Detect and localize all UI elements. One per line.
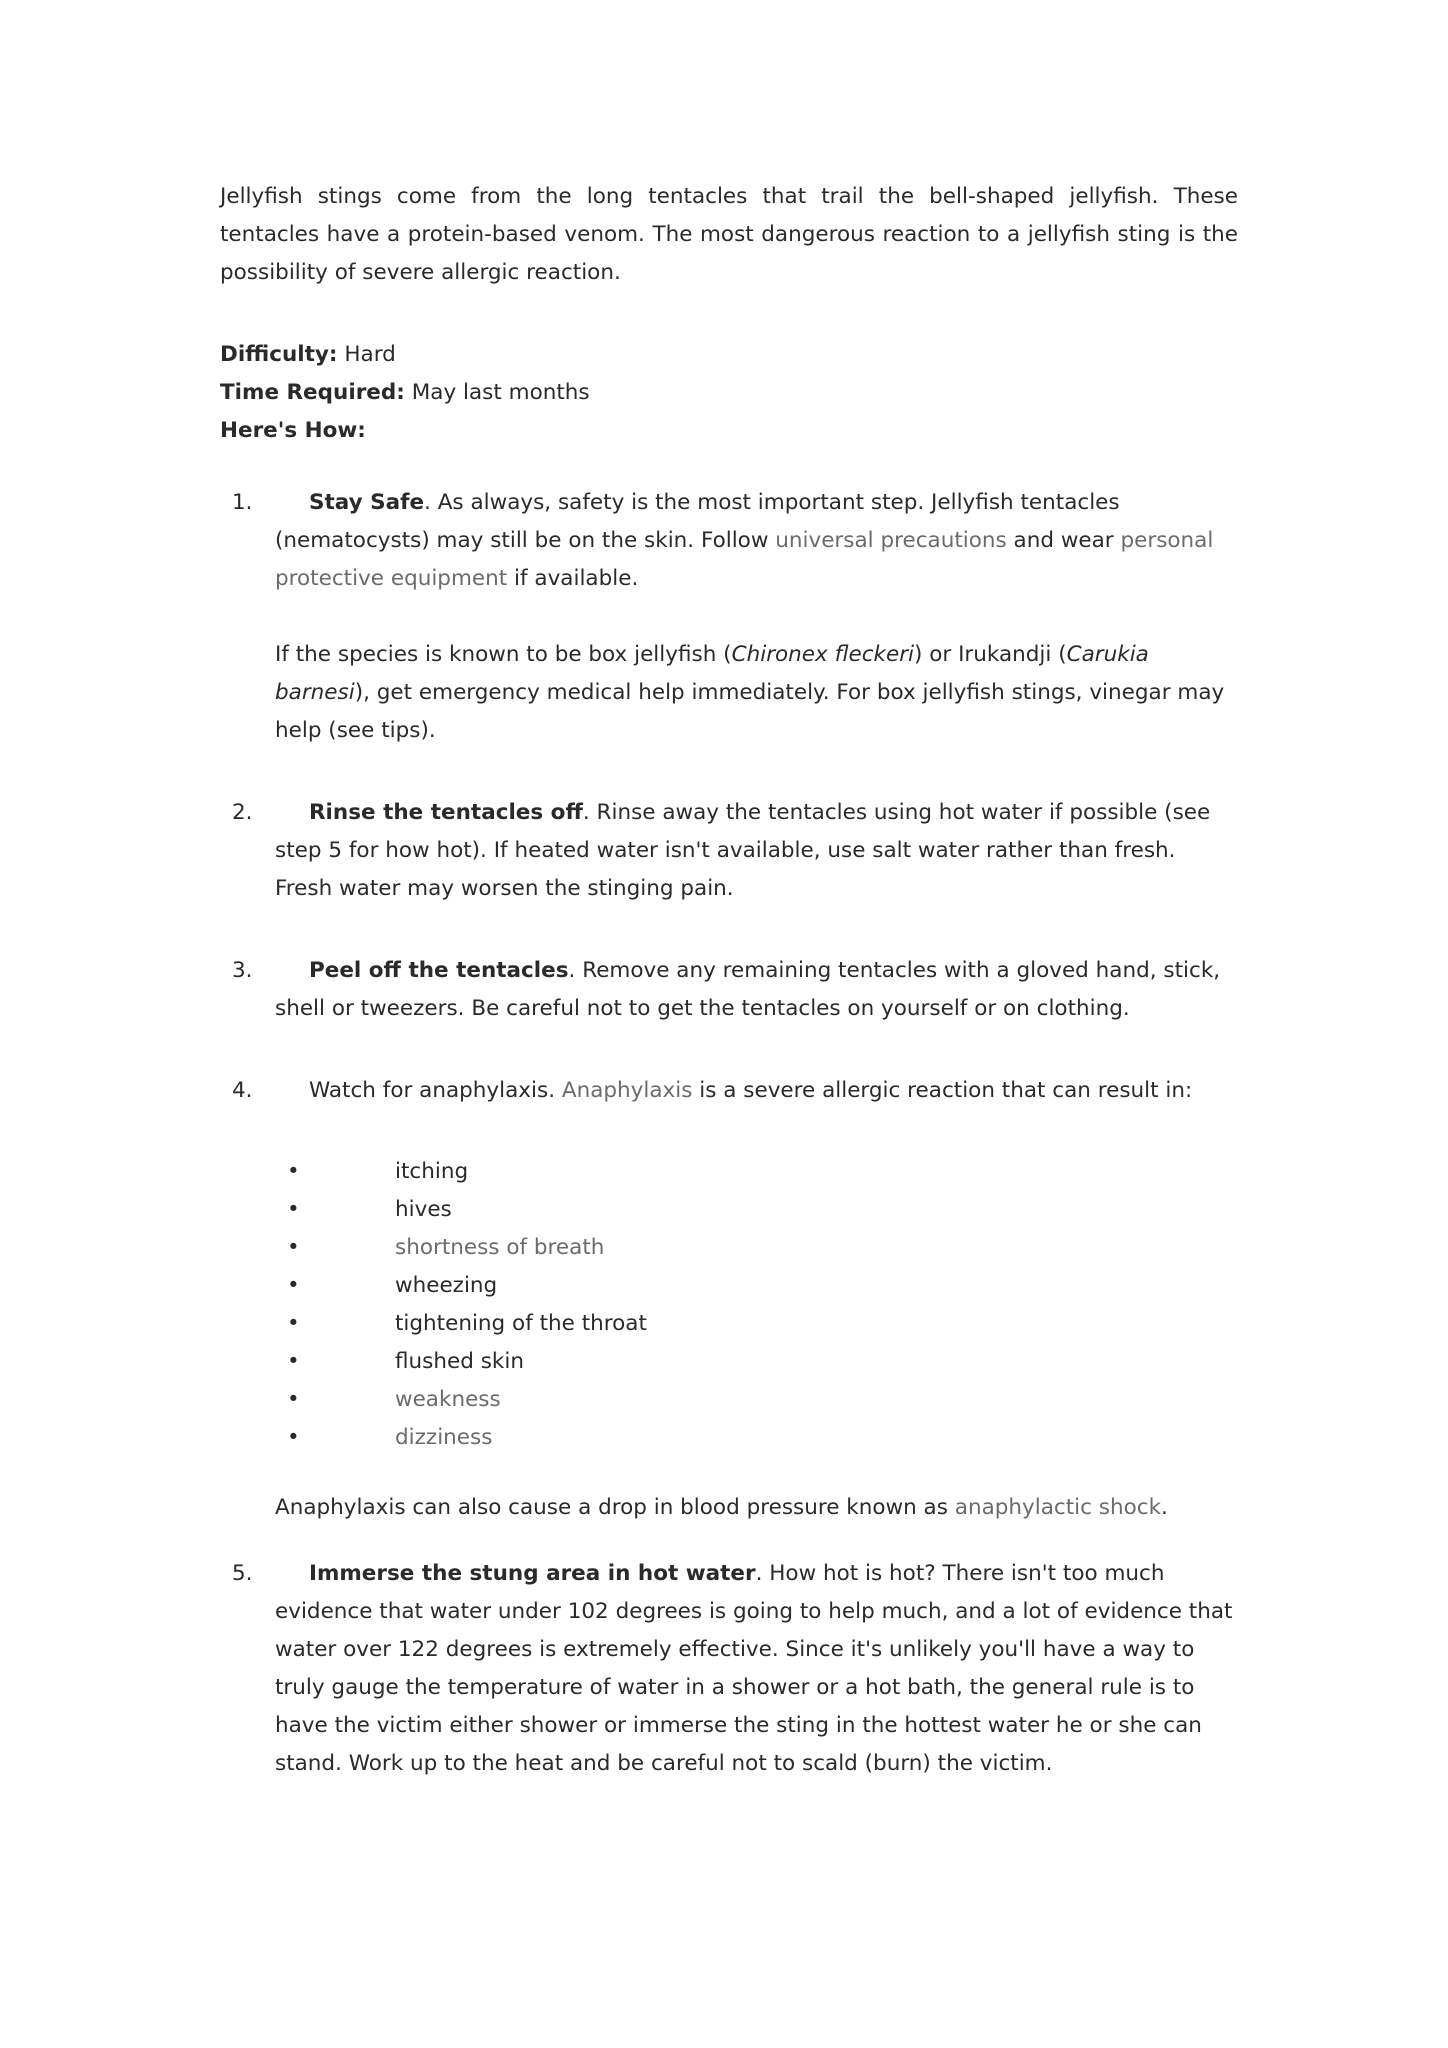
list-item bbox=[275, 1191, 1238, 1229]
meta-block bbox=[220, 336, 1238, 450]
difficulty-label: Difficulty: bbox=[220, 342, 338, 367]
link-personal-protective-equipment[interactable]: personal protective equipment bbox=[275, 528, 1214, 591]
step-1-extra-a: If the species is known to be box jellyfish ( bbox=[275, 642, 732, 667]
step-1 bbox=[220, 484, 1238, 750]
intro-paragraph: Jellyfish stings come from the long tentacles that trail the bell-shaped jellyfish. These tentacles have a protein-based venom. The most dangerous reaction to a jellyfish sting is the possibility of severe allergic reaction. bbox=[220, 184, 1238, 285]
symptom-label: flushed skin bbox=[395, 1349, 524, 1374]
step-3-text bbox=[275, 952, 1238, 1028]
step-1-text bbox=[275, 484, 1238, 598]
list-item bbox=[275, 1305, 1238, 1343]
bullet-icon: • bbox=[287, 1425, 300, 1450]
link-anaphylactic-shock[interactable]: anaphylactic shock bbox=[954, 1495, 1162, 1520]
step-2-body: . Rinse away the tentacles using hot water if possible (see step 5 for how hot). If heated water isn't available, use salt water rather than fresh. Fresh water may worsen the stinging pain. bbox=[275, 800, 1211, 901]
step-4-after-b: . bbox=[1161, 1495, 1168, 1520]
steps-list bbox=[220, 484, 1238, 1783]
link-anaphylaxis[interactable]: Anaphylaxis bbox=[561, 1078, 693, 1103]
step-3-body: . Remove any remaining tentacles with a gloved hand, stick, shell or tweezers. Be careful not to get the tentacles on yourself or on clothing. bbox=[275, 958, 1221, 1021]
step-4-text bbox=[275, 1072, 1238, 1110]
step-number: 2. bbox=[232, 800, 253, 825]
symptom-label: wheezing bbox=[395, 1273, 498, 1298]
step-4-after-a: Anaphylaxis can also cause a drop in blood pressure known as bbox=[275, 1495, 955, 1520]
how-line bbox=[220, 412, 1238, 450]
list-item bbox=[275, 1153, 1238, 1191]
time-value: May last months bbox=[411, 380, 590, 405]
list-item bbox=[275, 1343, 1238, 1381]
step-3 bbox=[220, 952, 1238, 1028]
symptom-label: hives bbox=[395, 1197, 452, 1222]
link-weakness[interactable]: weakness bbox=[395, 1387, 501, 1412]
link-dizziness[interactable]: dizziness bbox=[395, 1425, 493, 1450]
bullet-icon: • bbox=[287, 1311, 300, 1336]
step-5 bbox=[220, 1555, 1238, 1783]
step-number: 3. bbox=[232, 958, 253, 983]
bullet-icon: • bbox=[287, 1159, 300, 1184]
step-2-text bbox=[275, 794, 1238, 908]
step-number: 4. bbox=[232, 1078, 253, 1103]
list-item bbox=[275, 1229, 1238, 1267]
step-5-title: Immerse the stung area in hot water bbox=[309, 1561, 756, 1586]
step-1-text-a: . As always, safety is the most important step. Jellyfish tentacles (nematocysts) may still be on the skin. Follow bbox=[275, 490, 1120, 553]
step-2 bbox=[220, 794, 1238, 908]
step-1-text-c: if available. bbox=[507, 566, 639, 591]
step-1-extra bbox=[275, 636, 1238, 750]
symptom-label: tightening of the throat bbox=[395, 1311, 647, 1336]
list-item bbox=[275, 1419, 1238, 1457]
step-3-title: Peel off the tentacles bbox=[309, 958, 569, 983]
symptom-label: itching bbox=[395, 1159, 469, 1184]
step-number: 5. bbox=[232, 1561, 253, 1586]
bullet-icon: • bbox=[287, 1235, 300, 1260]
species-chironex: Chironex fleckeri bbox=[731, 642, 915, 667]
how-label: Here's How: bbox=[220, 418, 366, 443]
document-page bbox=[220, 178, 1238, 1827]
time-label: Time Required: bbox=[220, 380, 405, 405]
step-number: 1. bbox=[232, 490, 253, 515]
step-1-title: Stay Safe bbox=[309, 490, 425, 515]
step-1-text-b: and wear bbox=[1006, 528, 1121, 553]
list-item bbox=[275, 1381, 1238, 1419]
step-4-text-a: Watch for anaphylaxis. bbox=[309, 1078, 562, 1103]
step-1-extra-b: ) or Irukandji ( bbox=[914, 642, 1067, 667]
step-1-extra-c: ), get emergency medical help immediately. For box jellyfish stings, vinegar may help (see tips). bbox=[275, 680, 1225, 743]
link-shortness-of-breath[interactable]: shortness of breath bbox=[395, 1235, 605, 1260]
time-line bbox=[220, 374, 1238, 412]
step-5-body: . How hot is hot? There isn't too much evidence that water under 102 degrees is going to help much, and a lot of evidence that water over 122 degrees is extremely effective. Since it's unlikely you'll have a way to truly gauge the temperature of water in a shower or a hot bath, the general rule is to have the victim either shower or immerse the sting in the hottest water he or she can stand. Work up to the heat and be careful not to scald (burn) the victim. bbox=[275, 1561, 1233, 1776]
difficulty-value: Hard bbox=[344, 342, 396, 367]
step-5-text bbox=[275, 1555, 1238, 1783]
step-4-after bbox=[275, 1489, 1238, 1527]
step-4-text-b: is a severe allergic reaction that can result in: bbox=[692, 1078, 1193, 1103]
bullet-icon: • bbox=[287, 1349, 300, 1374]
list-item bbox=[275, 1267, 1238, 1305]
difficulty-line bbox=[220, 336, 1238, 374]
symptom-list bbox=[275, 1153, 1238, 1457]
bullet-icon: • bbox=[287, 1387, 300, 1412]
link-universal-precautions[interactable]: universal precautions bbox=[775, 528, 1007, 553]
step-2-title: Rinse the tentacles off bbox=[309, 800, 583, 825]
bullet-icon: • bbox=[287, 1197, 300, 1222]
species-carukia: Carukia barnesi bbox=[275, 642, 1149, 705]
bullet-icon: • bbox=[287, 1273, 300, 1298]
step-4 bbox=[220, 1072, 1238, 1527]
